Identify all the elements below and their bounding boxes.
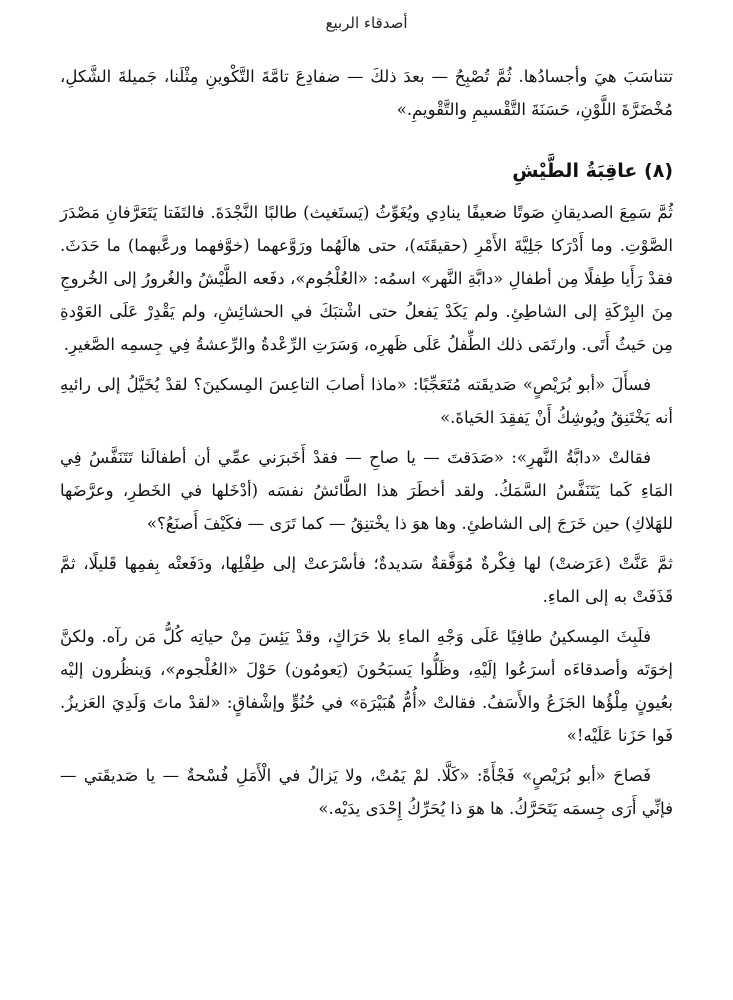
paragraph: ثمَّ عَنَّتْ (عَرَضتْ) لها فِكْرةٌ مُوَفَّقةٌ سَديدةٌ؛ فأسْرَعتْ إلى طِفْلِها، ودَفَعتْه بِفمِها قَليلًا، ثمَّ قَذَفَتْ به إلى الماءِ. <box>60 554 673 606</box>
running-header: أصدقاء الربيع <box>325 14 408 32</box>
paragraph: فسأَلَ «أبو بُرَيْصٍ» صَديقَته مُتَعَجِّبًا: «ماذا أصابَ التاعِسَ المِسكينَ؟ لقدْ يُخَيَّلُ إلى رائيهِ أنه يَخْتَنِقُ ويُوشِكُ أَنْ يَفقِدَ الحَياةَ.» <box>60 375 673 427</box>
continuation-paragraph: تتناسَبَ هيَ وأجسادُها. ثُمَّ تُصْبِحُ — بعدَ ذلكَ — ضفادِعَ تامَّةَ التَّكْوينِ مِثْلَنا، جَميلةَ الشَّكلِ، مُخْضَرَّةَ اللَّوْنِ، حَسَنَةَ التَّقْسيمِ والتَّقْويمِ.» <box>60 67 673 119</box>
paragraph: فقالتْ «دابَّةُ النَّهرِ»: «صَدَقتَ — يا صاحِ — فقدْ أَخَبرَني عمِّي أن أطفالَنا تَتَنَفَّسُ فِي المَاءِ كَما يَتَنَفَّسُ السَّمَكُ. ولقد أخطَرَ هذا الطَّائشُ نفسَه (أدْخَلها في الخَطرِ، وعرَّضَها للهَلاكِ) حين خَرَجَ إلى الشاطئِ. وها هوَ ذا يخْتنِقُ — كما تَرَى — فكَيْفَ أَصنَعُ؟» <box>60 448 673 533</box>
paragraph: فلَبِثَ المِسكينُ طافِيًا عَلَى وَجْهِ الماءِ بلا حَرَاكٍ، وقدْ يَئِسَ مِنْ حياتِه كُلُّ مَن رآه. ولكنَّ إخوَتَه وأصدقاءَه أسرَعُوا إلَيْهِ، وظَلُّوا يَسبَحُونَ (يَعومُون) حَوْلَ «العُلْجوم»، وَينظُرون إليْه بعُيونٍ مِلْؤُها الجَزَعُ والأَسَفُ. فقالتْ «أُمُّ هُبَيْرَة» في حُنُوٍّ وإشْفاقٍ: «لقدْ ماتَ وَلَدِيَ العَزيزُ. فَوا حَزَنا عَلَيْه!» <box>60 627 673 745</box>
page-body <box>60 60 673 832</box>
paragraph: ثُمَّ سَمِعَ الصديقانِ صَوتًا ضعيفًا ينادِي ويُغَوِّثُ (يَستَغيث) طالبًا النَّجْدَةَ. فالتَفَتا يَتَعَرَّفانِ مَصْدَرَ الصَّوْتِ. وما أَدْرَكا جَلِيَّةَ الأَمْرِ (حقيقَتَه)، حتى هالَهُما ورَوَّعهما (خوَّفهما ورعَّبهما) ما حَدَثَ. فقدْ رَأَيا طِفلًا مِن أطفالِ «دابَّةِ النَّهر» اسمُه: «العُلْجُوم»، دفَعه الطَّيْشُ والغُرورُ إلى الخُروجِ مِنَ البِرْكَةِ إلى الشاطِئِ. ولم يَكَدْ يَفعلُ حتى اشْتبَكَ في الحشائِشِ، ولم يَقْدِرْ عَلَى العَوْدةِ مِن حَيثُ أَتَى. وارتَمَى ذلك الطِّفلُ عَلَى ظَهرِه، وَسَرَتِ الرِّعْدةُ والرِّعشةُ فِي جِسمِه الصَّغيرِ. <box>60 203 673 354</box>
paragraph: فَصاحَ «أبو بُرَيْصٍ» فَجْأَةً: «كَلَّا. لمْ يَمُتْ، ولا يَزالُ في الْأَمَلِ فُسْحةٌ — يا صَديقَتي — فإنِّي أَرَى جِسمَه يَتَحَرَّكُ. ها هوَ ذا يُحَرِّكُ إِحْدَى يدَيْه.» <box>60 766 673 818</box>
section-heading: (٨) عاقِبَةُ الطَّيْشِ <box>512 160 673 182</box>
